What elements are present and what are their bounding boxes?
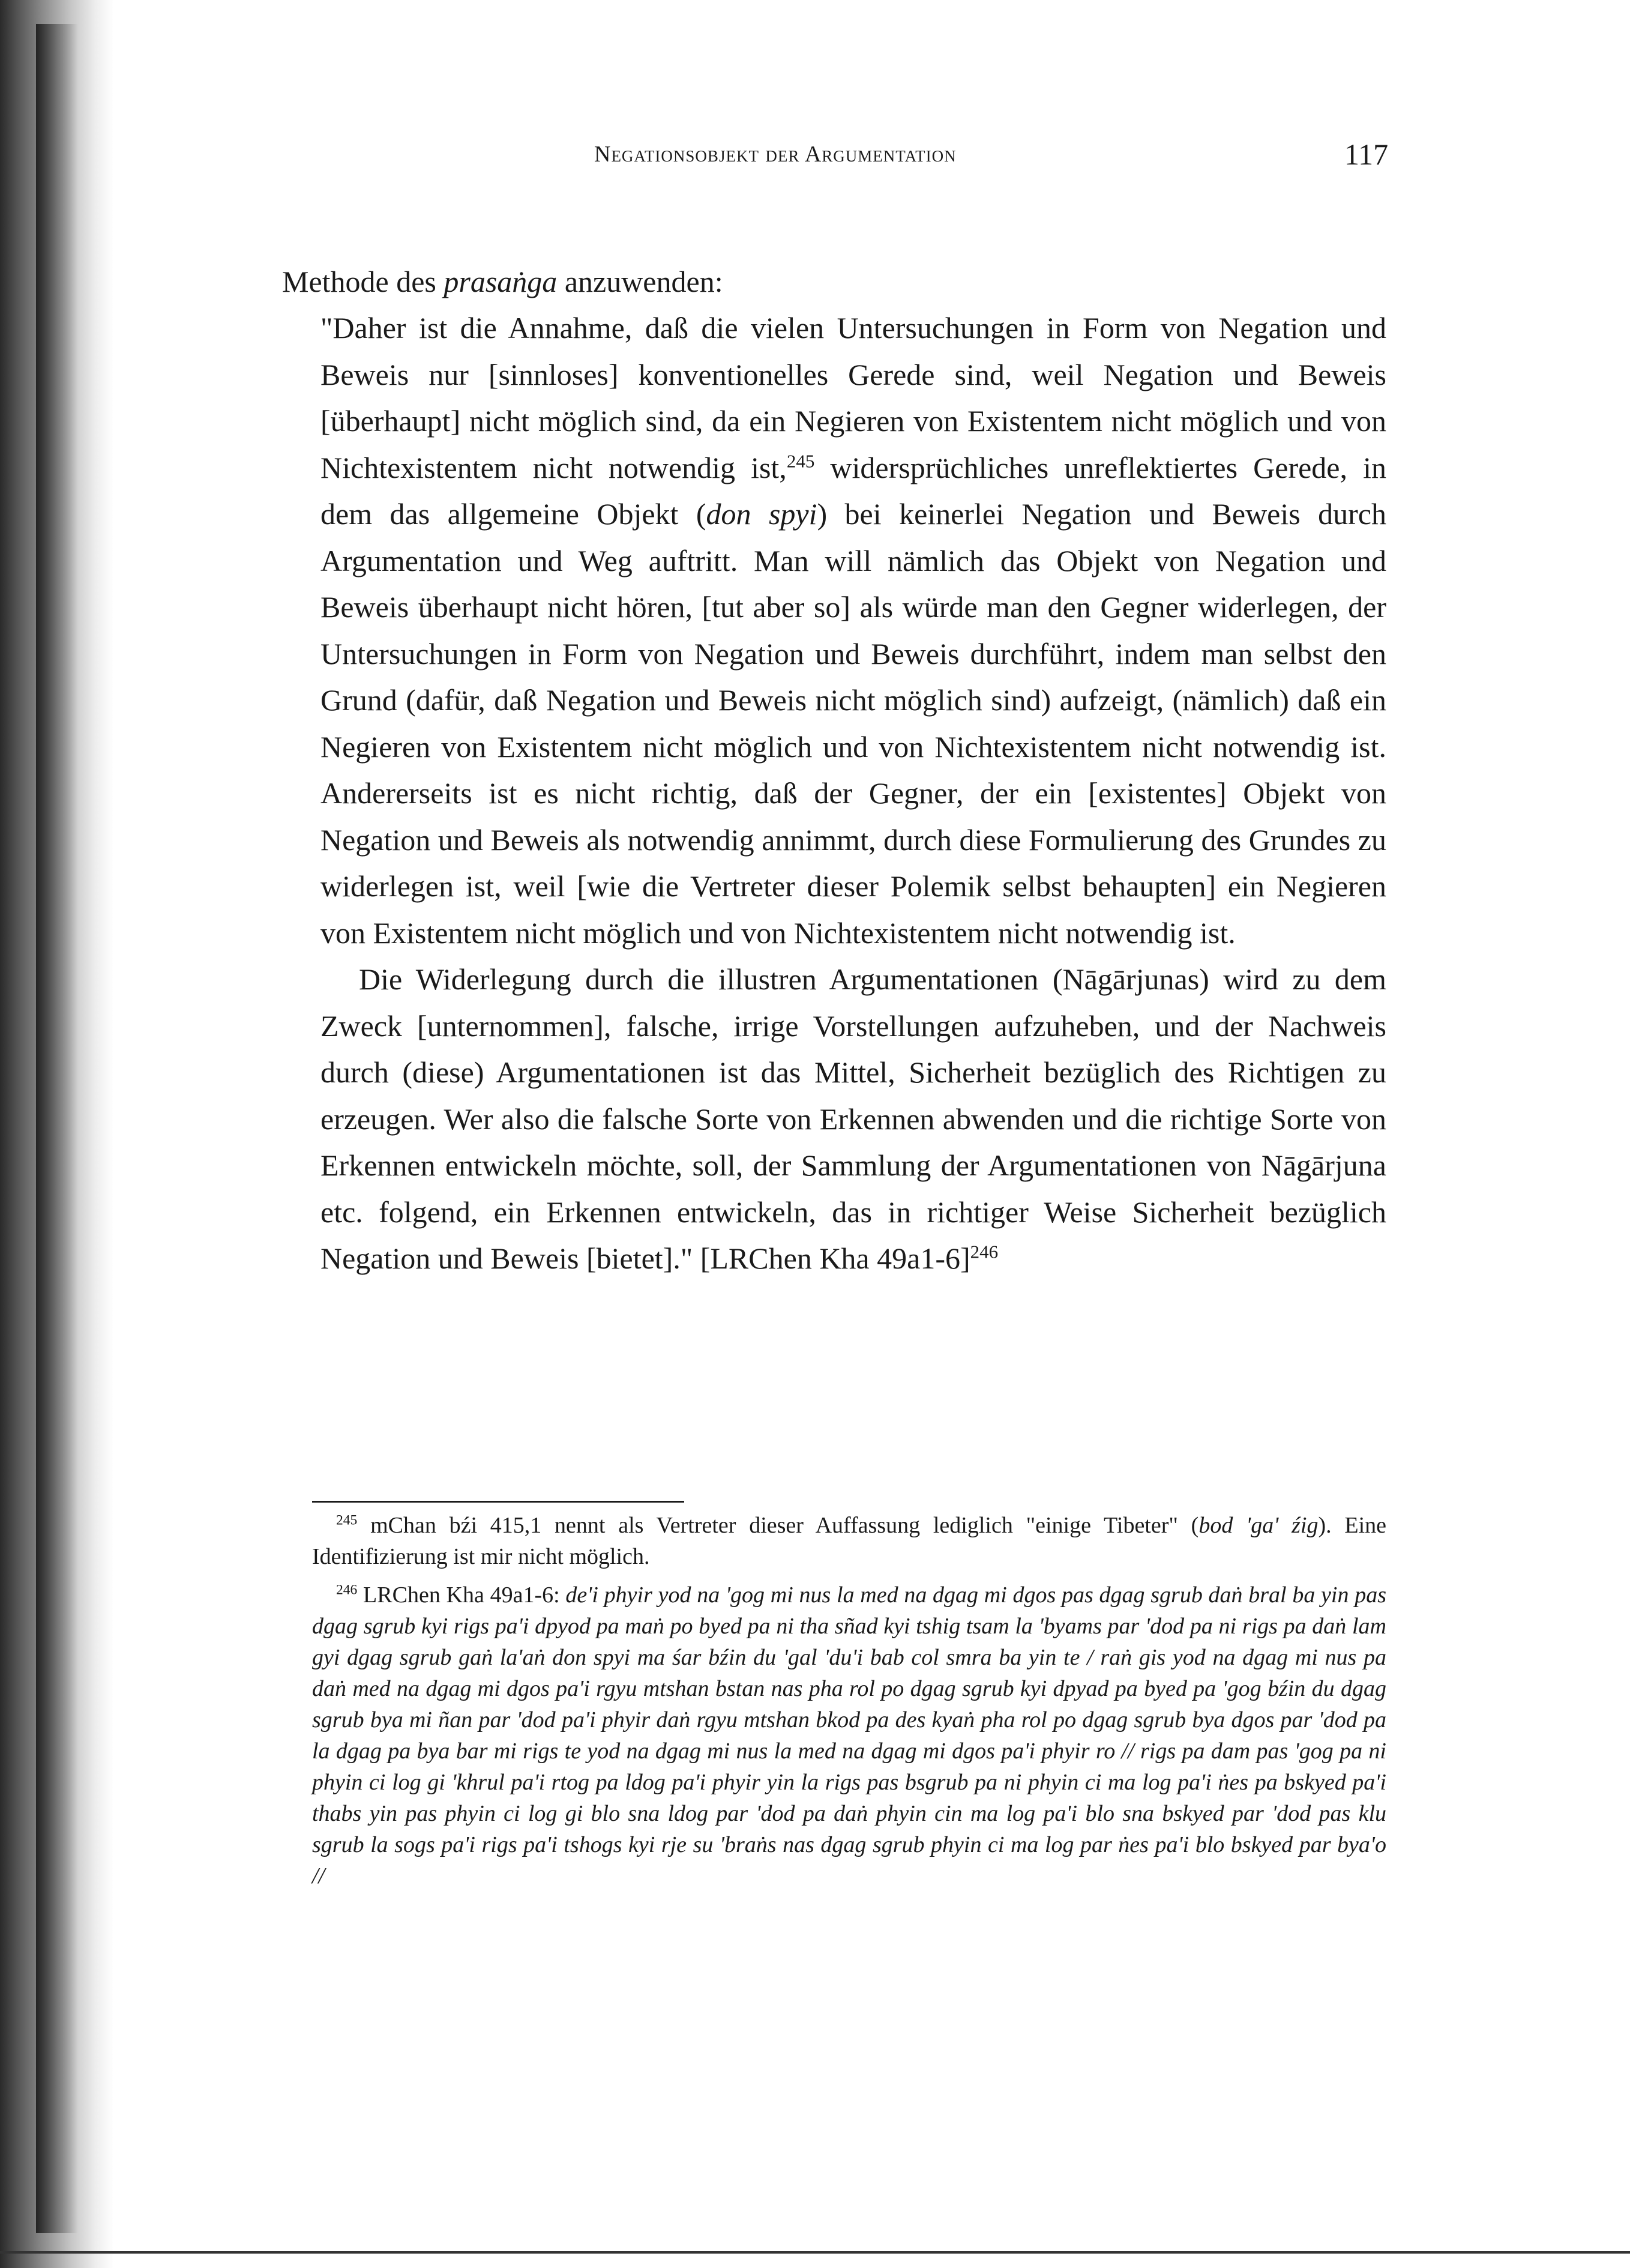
footnote-246-tibetan: de'i phyir yod na 'gog mi nus la med na dgag mi dgos pas dgag sgrub daṅ bral ba yin pas dgag sgrub kyi rigs pa'i dpyod pa maṅ po byed pa ni tha sñad kyi tshig tsam la 'byams par 'dod pa ni rigs pa daṅ lam gyi dgag sgrub gaṅ la'aṅ don spyi ma śar bźin du 'gal 'du'i bab col smra ba yin te / raṅ gis yod na dgag mi nus pa daṅ med na dgag mi dgos pa'i rgyu mtshan bstan nas pha rol po dgag sgrub kyi dpyad pa byed pa 'gog bźin du dgag sgrub bya mi ñan par 'dod pa'i phyir daṅ rgyu mtshan bkod pa des kyaṅ pha rol po dgag sgrub bya dgos par 'dod pa la dgag pa bya bar mi rigs te yod na dgag mi nus la med na dgag mi dgos pa'i phyir ro // rigs pa dam pas 'gog pa ni phyin ci log gi 'khrul pa'i rtog pa ldog pa'i phyir yin la rigs pas bsgrub pa ni phyin ci ma log pa'i ṅes pa bskyed pa'i thabs yin pas phyin ci log gi blo sna ldog par 'dod pa daṅ phyin cin ma log pa'i blo sna bskyed par 'dod pas klu sgrub la sogs pa'i rigs pa'i tshogs kyi rje su 'braṅs nas dgag sgrub phyin ci ma log par ṅes pa'i blo bskyed par bya'o // [312, 1582, 1387, 1889]
footnote-ref-246: 246 [970, 1241, 999, 1262]
scan-edge-line [0, 2251, 1630, 2254]
footnote-245 [312, 1510, 1386, 1572]
quote-paragraph-1 [320, 305, 1386, 956]
footnote-ref-245: 245 [786, 450, 815, 471]
footnote-rule [312, 1501, 684, 1503]
quote-p2-text: Die Widerlegung durch die illustren Argumentationen (Nāgārjunas) wird zu dem Zweck [unternommen], falsche, irrige Vorstellungen aufzuheben, und der Nachweis durch (diese) Argumentationen ist das Mittel, Sicherheit bezüglich des Richtigen zu erzeugen. Wer also die falsche Sorte von Erkennen abwenden und die richtige Sorte von Erkennen entwickeln möchte, soll, der Sammlung der Argumentationen von Nāgārjuna etc. folgend, ein Erkennen entwickeln, das in richtiger Weise Sicherheit bezüglich Negation und Beweis [bietet]." [LRChen Kha 49a1-6] [320, 962, 1386, 1275]
footnote-246 [312, 1579, 1386, 1892]
block-quote [320, 305, 1386, 1282]
footnote-245-term: bod 'ga' źig [1198, 1513, 1319, 1538]
page-number: 117 [1344, 137, 1389, 171]
intro-term: prasaṅga [444, 265, 558, 298]
footnotes [312, 1510, 1386, 1899]
binding-shadow [36, 24, 78, 2233]
running-head: Negationsobjekt der Argumentation [594, 142, 957, 167]
footnote-245-text-b: ). Eine Identifizierung ist mir nicht möglich. [312, 1513, 1387, 1569]
intro-line [282, 258, 1386, 305]
footnote-number-245: 245 [336, 1512, 358, 1528]
quote-paragraph-2 [320, 956, 1386, 1282]
quote-p1-text-c: ) bei keinerlei Negation und Beweis durch Argumentation und Weg auftritt. Man will nämlich das Objekt von Negation und Beweis überhaupt nicht hören, [tut aber so] als würde man den Gegner widerlegen, der Untersuchungen in Form von Negation und Beweis durchführt, indem man selbst den Grund (dafür, daß Negation und Beweis nicht möglich sind) aufzeigt, (nämlich) daß ein Negieren von Existentem nicht möglich und von Nichtexistentem nicht notwendig ist. Andererseits ist es nicht richtig, daß der Gegner, der ein [existentes] Objekt von Negation und Beweis als notwendig annimmt, durch diese Formulierung des Grundes zu widerlegen ist, weil [wie die Vertreter dieser Polemik selbst behaupten] ein Negieren von Existentem nicht möglich und von Nichtexistentem nicht notwendig ist. [320, 497, 1386, 950]
footnote-number-246: 246 [336, 1582, 358, 1598]
quote-p1-text-a: "Daher ist die Annahme, daß die vielen Untersuchungen in Form von Negation und Beweis nur [sinnloses] konventionelles Gerede sind, weil Negation und Beweis [überhaupt] nicht möglich sind, da ein Negieren von Existentem nicht möglich und von Nichtexistentem nicht notwendig ist, [320, 311, 1386, 484]
footnote-245-text-a: mChan bźi 415,1 nennt als Vertreter dieser Auffassung lediglich "einige Tibeter" ( [357, 1513, 1199, 1538]
intro-prefix: Methode des [282, 265, 444, 298]
quote-p1-term: don spyi [706, 497, 817, 531]
intro-suffix: anzuwenden: [557, 265, 723, 298]
footnote-246-text-a: LRChen Kha 49a1-6: [357, 1582, 566, 1608]
quote-p1-text-b: widersprüchliches unreflektiertes Gerede, in dem das allgemeine Objekt ( [320, 450, 1386, 531]
